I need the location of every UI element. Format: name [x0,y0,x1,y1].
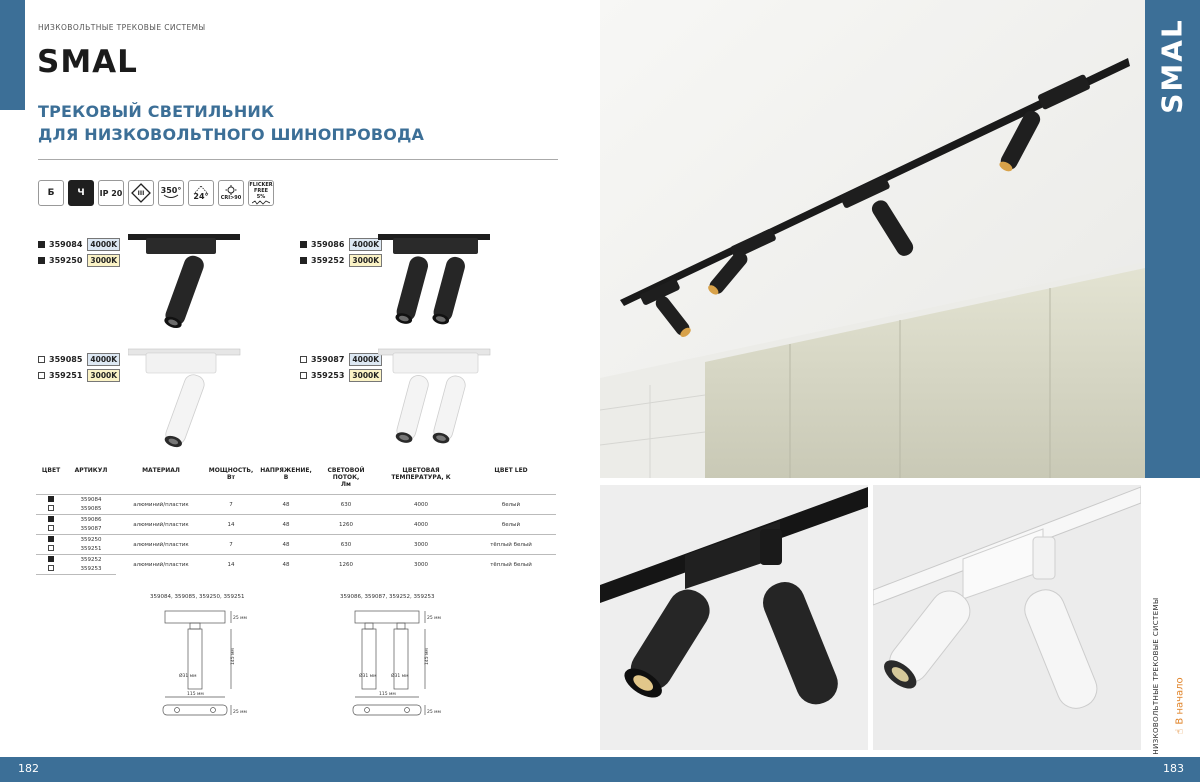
dim-25-label: 25 мм [427,616,441,621]
feature-icons [38,180,274,206]
dim-31-label: Ø31 мм [179,674,197,679]
color-swatch [48,536,54,542]
temp-cell: 4000 [376,515,466,535]
side-brand-title: SMAL [1155,18,1189,114]
product-block-white-double [300,351,382,383]
article-cell: 359250 [66,535,116,545]
flux-cell: 630 [316,535,376,555]
rotation-label: 350° [160,185,182,195]
fixture-white-double-image [378,347,493,452]
product-block-black-double [300,236,382,268]
temp-cell: 3000 [376,535,466,555]
led-cell: белый [466,515,556,535]
article-code: 359253 [311,370,345,380]
color-swatch [300,257,307,264]
voltage-cell: 48 [256,555,316,575]
temp-tag: 3000K [87,254,120,267]
led-cell: белый [466,495,556,515]
article-code: 359251 [49,370,83,380]
hand-pointer-icon: ☝ [1174,728,1186,735]
material-cell: алюминий/пластик [116,495,206,515]
header-temperature: ЦВЕТОВАЯ ТЕМПЕРАТУРА, К [391,467,451,481]
drawing-double-label: 359086, 359087, 359252, 359253 [340,594,435,600]
article-cell: 359252 [66,555,116,565]
product-block-black-single [38,236,120,268]
dim-31-label: Ø31 мм [359,674,377,679]
color-swatch [38,356,45,363]
back-to-start-label: В начало [1174,677,1186,725]
beam-angle-label: 24° [193,192,209,201]
back-to-start-link[interactable] [1175,677,1186,734]
article-cell: 359086 [66,515,116,525]
divider [38,159,558,160]
page-number-right: 183 [1163,762,1184,775]
color-swatch [48,516,54,522]
temp-tag: 3000K [87,369,120,382]
power-cell: 14 [206,555,256,575]
spec-table [36,465,556,575]
product-subtitle [38,100,424,146]
white-fixture-photo [873,485,1141,750]
drawing-single-label: 359084, 359085, 359250, 359251 [150,594,245,600]
header-material: МАТЕРИАЛ [142,467,180,474]
temp-tag: 4000K [87,238,120,251]
category-label: НИЗКОВОЛЬТНЫЕ ТРЕКОВЫЕ СИСТЕМЫ [38,23,206,32]
header-led-color: ЦВЕТ LED [494,467,528,474]
dim-25-bottom-label: 25 мм [427,710,441,715]
fixture-black-single-image [128,232,243,332]
material-cell: алюминий/пластик [116,535,206,555]
article-code: 359087 [311,354,345,364]
temp-cell: 4000 [376,495,466,515]
color-swatch [48,505,54,511]
voltage-cell: 48 [256,535,316,555]
color-swatch [38,241,45,248]
color-swatch [300,356,307,363]
header-flux: СВЕТОВОЙ ПОТОК, Лм [327,467,365,488]
voltage-cell: 48 [256,495,316,515]
header-article: АРТИКУЛ [74,467,108,474]
dim-115-label: 115 мм [187,692,204,697]
table-row [36,515,556,525]
color-swatch [38,372,45,379]
color-black-icon: Ч [68,180,94,206]
protection-class-icon [128,180,154,206]
color-swatch [38,257,45,264]
drawing-single [155,605,255,735]
power-cell: 7 [206,495,256,515]
color-swatch [48,565,54,571]
dim-145-label: 145 мм [231,648,236,665]
temp-tag: 4000K [349,238,382,251]
flux-cell: 1260 [316,515,376,535]
page-tab-marker [0,0,25,110]
table-header-row [36,465,556,495]
dim-31-label-2: Ø31 мм [391,674,409,679]
material-cell: алюминий/пластик [116,555,206,575]
color-swatch [48,496,54,502]
flicker-free-icon [248,180,274,206]
subtitle-line-2: ДЛЯ НИЗКОВОЛЬТНОГО ШИНОПРОВОДА [38,125,425,144]
drawing-double [345,605,445,735]
dim-145-label: 145 мм [425,648,430,665]
page-number-left: 182 [18,762,39,775]
voltage-cell: 48 [256,515,316,535]
fixture-white-single-image [128,347,243,452]
power-cell: 14 [206,515,256,535]
protection-class-label: III [137,189,145,197]
article-cell: 359253 [66,565,116,575]
article-code: 359252 [311,255,345,265]
side-category-label: НИЗКОВОЛЬТНЫЕ ТРЕКОВЫЕ СИСТЕМЫ [1152,597,1160,755]
rotation-icon [158,180,184,206]
material-cell: алюминий/пластик [116,515,206,535]
black-fixture-photo [600,485,868,750]
temp-cell: 3000 [376,555,466,575]
temp-tag: 4000K [87,353,120,366]
table-row [36,535,556,545]
color-swatch [300,372,307,379]
table-row [36,555,556,565]
article-code: 359250 [49,255,83,265]
subtitle-line-1: ТРЕКОВЫЙ СВЕТИЛЬНИК [38,102,275,121]
beam-angle-icon [188,180,214,206]
temp-tag: 3000K [349,254,382,267]
color-white-icon: Б [38,180,64,206]
color-swatch [48,556,54,562]
table-row [36,495,556,505]
temp-tag: 4000K [349,353,382,366]
color-swatch [300,241,307,248]
article-code: 359084 [49,239,83,249]
header-voltage: НАПРЯЖЕНИЕ, В [260,467,312,481]
cri-icon [218,180,244,206]
flicker-line-1: FLICKER [249,181,273,188]
product-block-white-single [38,351,120,383]
article-cell: 359084 [66,495,116,505]
article-cell: 359087 [80,526,102,533]
power-cell: 7 [206,535,256,555]
flicker-line-2: FREE 5% [253,187,269,200]
flux-cell: 630 [316,495,376,515]
cri-label: CRI>90 [220,195,242,201]
article-cell: 359251 [80,546,102,553]
dim-115-label: 115 мм [379,692,396,697]
color-swatch [48,525,54,531]
dim-25-label: 25 мм [233,616,247,621]
fixture-black-double-image [378,232,493,332]
article-cell: 359085 [80,506,102,513]
header-color: ЦВЕТ [41,467,61,474]
article-code: 359086 [311,239,345,249]
header-power: МОЩНОСТЬ, Вт [208,467,254,481]
article-code: 359085 [49,354,83,364]
flux-cell: 1260 [316,555,376,575]
brand-title: SMAL [37,44,138,80]
footer-bar [0,757,1200,782]
dim-25-bottom-label: 25 мм [233,710,247,715]
led-cell: тёплый белый [466,535,556,555]
temp-tag: 3000K [349,369,382,382]
led-cell: тёплый белый [466,555,556,575]
color-swatch [48,545,54,551]
interior-photo [600,0,1145,478]
ip-rating-icon: IP 20 [98,180,124,206]
